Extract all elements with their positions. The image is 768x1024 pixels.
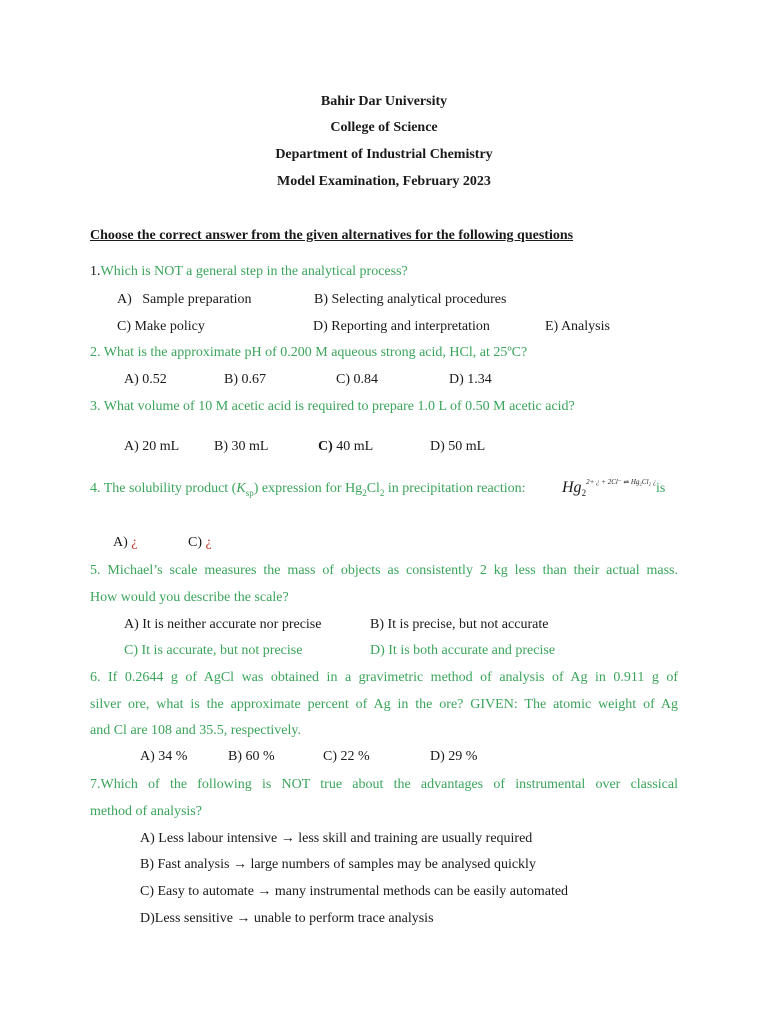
q4-option-c-letter: C) [188,535,202,550]
question-5-line-1: 5. Michael’s scale measures the mass of objects as consistently 2 kg less than their actual mass. [90,563,678,578]
exam-title: Model Examination, February 2023 [277,174,491,189]
q4-sp: sp [245,487,254,498]
q4-option-a-glyph: ¿ [131,535,138,550]
q1-option-d: D) Reporting and interpretation [313,319,490,334]
q7-option-a: A) Less labour intensive → less skill and training are usually required [140,831,533,846]
question-6-line-1: 6. If 0.2644 g of AgCl was obtained in a gravimetric method of analysis of Ag in 0.911 g of [90,670,678,685]
q3-option-b: B) 30 mL [214,439,269,454]
question-4-text [90,481,526,498]
q7-option-d: D)Less sensitive → unable to perform trace analysis [140,911,434,926]
q2-option-b: B) 0.67 [224,372,266,387]
q4-post: in precipitation reaction: [384,481,526,496]
q4-sub-b: 2 [379,487,385,498]
q5-option-a: A) It is neither accurate nor precise [124,617,322,632]
q4-equation [562,478,656,498]
q1-option-e: E) Analysis [545,319,610,334]
question-6-line-2: silver ore, what is the approximate percent of Ag in the ore? GIVEN: The atomic weight of Ag [90,697,678,712]
q4-option-a [113,535,138,551]
q5-option-c: C) It is accurate, but not precise [124,643,303,658]
question-2-text: 2. What is the approximate pH of 0.200 M aqueous strong acid, HCl, at 25ºC? [90,345,528,360]
question-5-line-2: How would you describe the scale? [90,590,289,605]
q7-option-c: C) Easy to automate → many instrumental methods can be easily automated [140,884,569,899]
q6-option-b: B) 60 % [228,749,275,764]
q3-option-c [318,439,373,455]
q1-option-c: C) Make policy [117,319,205,334]
question-1 [90,264,408,280]
q3-option-c-text: 40 mL [332,439,374,454]
question-1-number: 1. [90,264,101,279]
university-name: Bahir Dar University [320,94,448,109]
q7-option-b: B) Fast analysis → large numbers of samples may be analysed quickly [140,857,536,872]
q4-option-c-glyph: ¿ [205,535,212,550]
q4-sub: 2 [362,487,367,498]
question-3-text: 3. What volume of 10 M acetic acid is required to prepare 1.0 L of 0.50 M acetic acid? [90,399,575,414]
question-6-line-3: and Cl are 108 and 35.5, respectively. [90,723,301,738]
q3-option-d: D) 50 mL [430,439,486,454]
q4-hg: Hg [562,479,582,496]
q2-option-c: C) 0.84 [336,372,378,387]
q4-pre: 4. The solubility product ( [90,481,237,496]
q4-is: is [656,481,666,496]
q2-option-a: A) 0.52 [124,372,167,387]
q4-eq-tiny: 2+ ¿ + 2Cl⁻ ⇌ Hg₂Cl₂ ¿ [586,478,657,486]
q4-option-c [188,535,212,551]
q6-option-a: A) 34 % [140,749,188,764]
q2-option-d: D) 1.34 [449,372,492,387]
q3-option-c-letter: C) [318,439,333,454]
q4-mid: ) expression for Hg [253,481,363,496]
q6-option-d: D) 29 % [430,749,478,764]
q4-option-a-letter: A) [113,535,128,550]
q5-option-b: B) It is precise, but not accurate [370,617,549,632]
q1-option-b: B) Selecting analytical procedures [314,292,507,307]
department-name: Department of Industrial Chemistry [275,147,493,162]
question-7-line-1: 7.Which of the following is NOT true about the advantages of instrumental over classical [90,777,678,792]
q4-hg-sub: 2 [581,487,587,498]
q6-option-c: C) 22 % [323,749,370,764]
q4-k: K [236,481,246,496]
q1-option-a: A) Sample preparation [117,292,252,307]
instructions: Choose the correct answer from the given alternatives for the following questions [90,228,574,243]
q3-option-a: A) 20 mL [124,439,180,454]
college-name: College of Science [330,120,438,135]
q5-option-d: D) It is both accurate and precise [370,643,556,658]
question-7-line-2: method of analysis? [90,804,202,819]
q4-cl: Cl [366,481,380,496]
question-1-text: Which is NOT a general step in the analytical process? [100,264,408,279]
